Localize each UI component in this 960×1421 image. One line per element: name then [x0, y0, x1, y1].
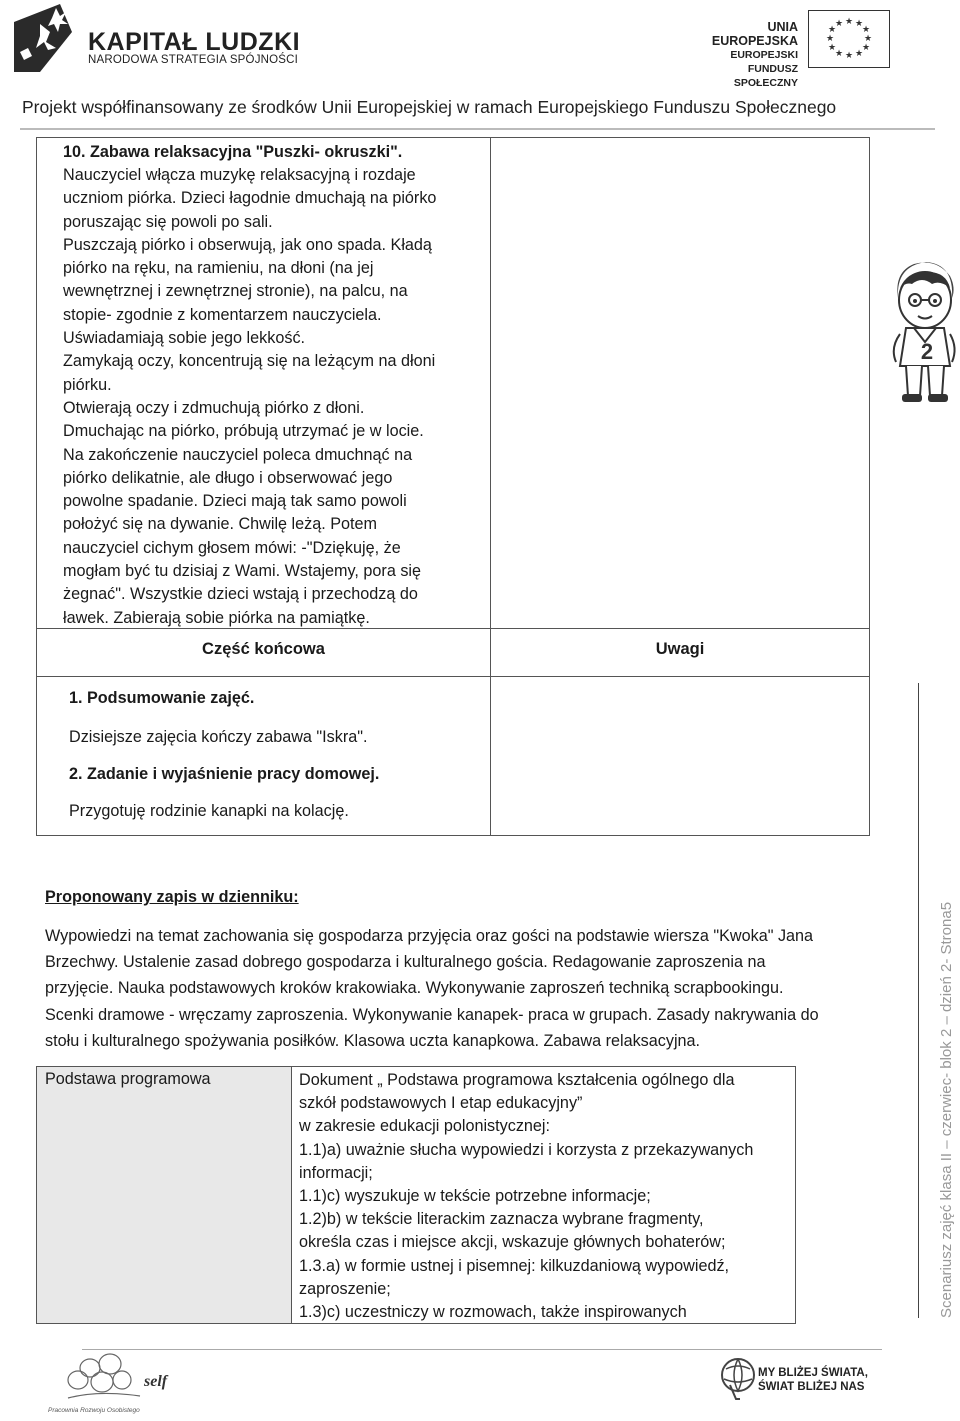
kapital-ludzki-subtitle: NARODOWA STRATEGIA SPÓJNOŚCI: [88, 54, 299, 66]
curriculum-label: Podstawa programowa: [45, 1070, 211, 1088]
activity-line: powolne spadanie. Dzieci mają tak samo powoli: [63, 492, 407, 511]
svg-text:★: ★: [825, 34, 835, 44]
eu-line-3: FUNDUSZ SPOŁECZNY: [733, 63, 798, 89]
activity-line: uczniom piórka. Dzieci łagodnie dmuchają na piórko: [63, 189, 437, 208]
curriculum-line: Dokument „ Podstawa programowa kształcenia ogólnego dla: [299, 1071, 735, 1089]
proposal-line: Brzechwy. Ustalenie zasad dobrego gospodarza i kulturalnego gościa. Redagowanie zaproszenia na: [45, 953, 766, 972]
proposal-line: Wypowiedzi na temat zachowania się gospodarza przyjęcia oraz gości na podstawie wiersza "Kwoka" Jana: [45, 927, 814, 945]
svg-text:★: ★: [834, 49, 844, 59]
activity-line: Dmuchając na piórko, próbują utrzymać je w locie.: [63, 422, 424, 441]
journal-proposal-text: [45, 923, 875, 1054]
mascot-number: 2: [920, 339, 934, 364]
homework-text: Przygotuję rodzinie kanapki na kolację.: [69, 802, 349, 820]
svg-text:★: ★: [861, 43, 871, 53]
eu-flag-icon: [808, 10, 890, 68]
svg-text:★: ★: [844, 17, 854, 27]
activity-line: piórku.: [63, 375, 112, 394]
notes-header: Uwagi: [655, 640, 705, 658]
svg-text:★: ★: [861, 25, 871, 35]
curriculum-line: szkół podstawowych I etap edukacyjny”: [299, 1094, 583, 1113]
eu-line-2: EUROPEJSKI: [730, 49, 798, 61]
activity-line: mogłam być tu dzisiaj z Wami. Wstajemy, pora się: [63, 562, 422, 581]
activity-line: Uświadamiają sobie jego lekkość.: [63, 329, 306, 348]
activity-line: nauczyciel cichym głosem mówi: -"Dziękuję, że: [63, 538, 401, 557]
svg-text:★: ★: [827, 25, 837, 35]
activity-line: stopie- zgodnie z komentarzem nauczyciela.: [63, 305, 382, 324]
activity-line: ławek. Zabierają sobie piórka na pamiątkę.: [63, 608, 370, 627]
journal-proposal-title: Proponowany zapis w dzienniku:: [45, 888, 299, 906]
proposal-line: stołu i kulturalnego spożywania posiłków. Klasowa uczta kanapkowa. Zabawa relaksacyjna.: [45, 1031, 701, 1050]
svg-text:★: ★: [834, 19, 844, 29]
activity-line: Zamykają oczy, koncentrują się na leżącym na dłoni: [63, 352, 436, 371]
mascot-boy-icon: [888, 258, 960, 406]
svg-text:★: ★: [854, 49, 864, 59]
activity-line: żegnać". Wszystkie dzieci wstają i przechodzą do: [63, 585, 418, 604]
proposal-line: Scenki dramowe - wręczamy zaproszenia. Wykonywanie kanapek- praca w grupach. Zasady nakrywania do: [45, 1005, 819, 1024]
curriculum-line: 1.1)a) uważnie słucha wypowiedzi i korzysta z przekazywanych: [299, 1140, 754, 1159]
svg-text:★: ★: [863, 34, 873, 44]
activity-title: 10. Zabawa relaksacyjna "Puszki- okruszki".: [63, 143, 403, 161]
side-divider: [918, 683, 919, 1318]
homework-title: 2. Zadanie i wyjaśnienie pracy domowej.: [69, 765, 380, 783]
svg-text:★: ★: [827, 43, 837, 53]
activity-line: poruszając się powoli po sali.: [63, 212, 273, 231]
activity-line: położyć się na dywanie. Chwilę leżą. Potem: [63, 515, 378, 534]
curriculum-line: 1.3)c) uczestniczy w rozmowach, także inspirowanych: [299, 1303, 687, 1322]
footer-divider: [82, 1349, 882, 1350]
svg-text:★: ★: [854, 19, 864, 29]
curriculum-line: informacji;: [299, 1163, 373, 1182]
table-cell-notes: [490, 137, 870, 677]
curriculum-line: określa czas i miejsce akcji, wskazuje głównych bohaterów;: [299, 1233, 726, 1252]
final-part-header: Część końcowa: [202, 640, 325, 658]
curriculum-label-cell: [36, 1066, 292, 1324]
prb-caption: Pracownia Rozwoju Osobistego: [48, 1407, 140, 1414]
curriculum-line: 1.1)c) wyszukuje w tekście potrzebne informacje;: [299, 1187, 651, 1206]
summary-text: Dzisiejsze zajęcia kończy zabawa "Iskra".: [69, 728, 368, 746]
my-blizej-swiata-label: [758, 1366, 868, 1394]
activity-line: Na zakończenie nauczyciel poleca dmuchnąć na: [63, 445, 413, 464]
activity-line: Otwierają oczy i zdmuchują piórko z dłoni.: [63, 398, 365, 417]
mbs-line-2: ŚWIAT BLIŻEJ NAS: [758, 1381, 865, 1393]
activity-line: piórko delikatnie, ale długo i obserwować jego: [63, 468, 393, 487]
activity-description: [63, 164, 483, 630]
curriculum-text: [299, 1069, 794, 1324]
page-footer-vertical: Scenariusz zajęć klasa II – czerwiec- blok 2 – dzień 2- Strona5: [938, 901, 955, 1318]
project-cofinancing-line: Projekt współfinansowany ze środków Unii Europejskiej w ramach Europejskiego Funduszu Społecznego: [22, 97, 837, 117]
activity-line: Puszczają piórko i obserwują, jak ono spada. Kładą: [63, 235, 432, 254]
curriculum-line: 1.2)b) w tekście literackim zaznacza wybrane fragmenty,: [299, 1210, 704, 1229]
table-cell-final-notes: [490, 676, 870, 836]
svg-text:★: ★: [844, 51, 854, 61]
activity-line: wewnętrznej i zewnętrznej stronie), na palcu, na: [63, 282, 408, 301]
curriculum-line: w zakresie edukacji polonistycznej:: [299, 1117, 551, 1136]
activity-line: piórko na ręku, na ramieniu, na dłoni (na jej: [63, 259, 374, 278]
proposal-line: przyjęcie. Nauka podstawowych kroków krakowiaka. Wykonywanie zaproszeń techniką scrapbookingu.: [45, 979, 784, 998]
summary-title: 1. Podsumowanie zajęć.: [69, 689, 255, 707]
globe-logo-icon: [718, 1355, 758, 1403]
activity-line: Nauczyciel włącza muzykę relaksacyjną i rozdaje: [63, 166, 416, 184]
eu-line-1: UNIA EUROPEJSKA: [711, 20, 798, 48]
curriculum-line: zaproszenie;: [299, 1279, 391, 1298]
table-row-divider: [490, 628, 870, 629]
kapital-ludzki-title: KAPITAŁ LUDZKI: [88, 28, 301, 56]
svg-text:self: self: [144, 1373, 168, 1390]
kapital-ludzki-logo: [10, 2, 72, 72]
mbs-line-1: MY BLIŻEJ ŚWIATA,: [758, 1367, 868, 1379]
eu-label: [690, 20, 798, 90]
header-divider: [20, 128, 935, 130]
curriculum-line: 1.3.a) w formie ustnej i pisemnej: kilkuzdaniową wypowiedź,: [299, 1256, 730, 1275]
